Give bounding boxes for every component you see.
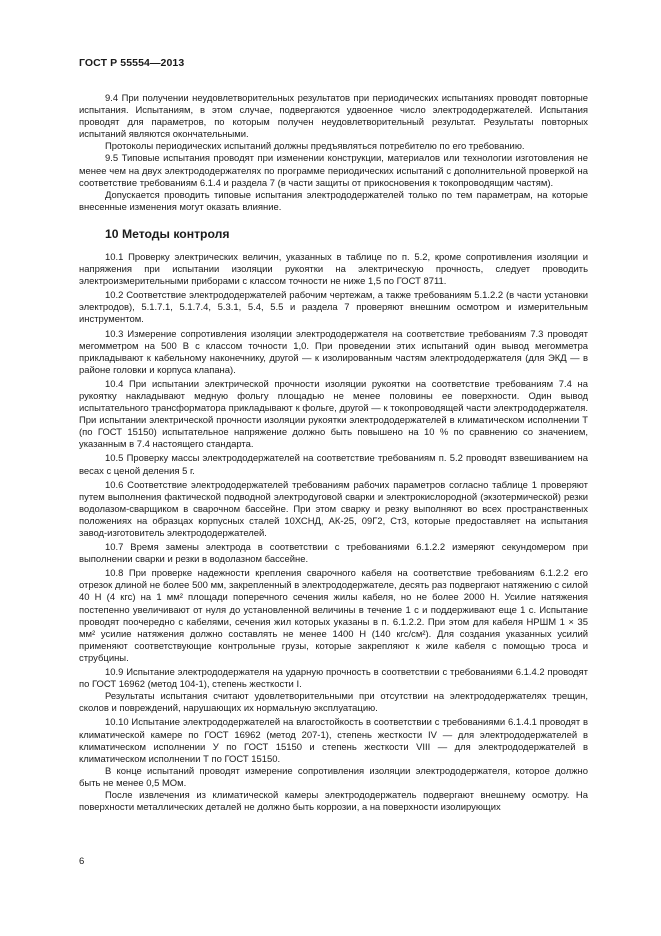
paragraph-9-4: 9.4 При получении неудовлетворительных результатов при периодических испытаниях проводят повторные испытания. Испытаниям, в этом случае, подвергаются удвоенное число электрододержателей. Испытания проводят для параметров, по которым получен неудовлетворительный результат. Результаты повторных испытаний являются окончательными. <box>79 93 588 141</box>
paragraph-10-1: 10.1 Проверку электрических величин, указанных в таблице по п. 5.2, кроме сопротивления изоляции и напряжения при испытании изоляции рукоятки на электрическую прочность, следует проводить электроизмерительными приборами с классом точности не ниже 1,5 по ГОСТ 8711. <box>79 251 588 288</box>
paragraph-10-9: 10.9 Испытание электрододержателя на ударную прочность в соответствии с требованиями 6.1.4.2 проводят по ГОСТ 16962 (метод 104-1), степень жесткости I. <box>79 667 588 691</box>
paragraph-10-8: 10.8 При проверке надежности крепления сварочного кабеля на соответствие требованиям 6.1.2.2 его отрезок длиной не более 500 мм, закрепленный в электрододержателе, десять раз подвергают натяжению с силой 40 Н (4 кгс) на 1 мм² площади поперечного сечения жилы кабеля, но не более 2000 Н. Усилие натяжения постепенно увеличивают от нуля до установленной величины в течение 1 с и поддерживают еще 1 с. Испытание проводят поочередно с кабелями, сечения жил которых указаны в п. 6.1.2.2. При этом для кабеля НРШМ 1 × 35 мм² усилие натяжения должно составлять не менее 1400 Н (140 кгс/см²). Для создания указанных усилий применяют соответствующие контрольные грузы, которые закрепляют к жиле кабеля с помощью троса и струбцины. <box>79 568 588 664</box>
paragraph-10-3: 10.3 Измерение сопротивления изоляции электрододержателя на соответствие требованиям 7.3 проводят мегомметром на 500 В с классом точности 1,0. При проведении этих испытаний один вывод мегомметра прикладывают к кабельному наконечнику, другой — к изолированным частям электрододержателя (для ЭКД — в районе головки и корпуса клапана). <box>79 328 588 376</box>
paragraph-10-10-insulation: В конце испытаний проводят измерение сопротивления изоляции электрододержателя, которое должно быть не менее 0,5 МОм. <box>79 765 588 789</box>
section-title: 10 Методы контроля <box>105 226 230 241</box>
paragraph-10-2: 10.2 Соответствие электрододержателей рабочим чертежам, а также требованиям 5.1.2.2 (в части установки электродов), 5.1.7.1, 5.1.7.4, 5.3.1, 5.4, 5.5 и раздела 7 проверяют внешним осмотром и измерительным инструментом. <box>79 290 588 326</box>
paragraph-10-9-results: Результаты испытания считают удовлетворительными при отсутствии на электрододержателях трещин, сколов и повреждений, нарушающих их нормальную эксплуатацию. <box>79 691 588 715</box>
paragraph-type-tests-note: Допускается проводить типовые испытания электрододержателей только по тем параметрам, на которые внесенные изменения могут оказать влияние. <box>79 189 588 213</box>
paragraph-10-6: 10.6 Соответствие электрододержателей требованиям рабочих параметров согласно таблице 1 проверяют путем выполнения фактической подводной электродуговой сварки и электрокислородной (экзотермической) резки водолазом-сварщиком в сварочном бассейне. При этом сварку и резку выполняют во всех пространственных положениях на образцах корпусных сталей 10ХСНД, АК-25, 09Г2, Ст3, которые предоставляет на испытания завод-изготовитель электрододержателей. <box>79 479 588 539</box>
paragraph-10-10: 10.10 Испытание электрододержателей на влагостойкость в соответствии с требованиями 6.1.4.1 проводят в климатической камере по ГОСТ 16962 (метод 207-1), степень жесткости IV — для электрододержателей в климатическом исполнении У по ГОСТ 15150 и степень жесткости VIII — для электрододержателей в климатическом исполнении Т по ГОСТ 15150. <box>79 717 588 765</box>
document-header-code: ГОСТ Р 55554—2013 <box>79 57 185 69</box>
paragraph-10-7: 10.7 Время замены электрода в соответствии с требованиями 6.1.2.2 измеряют секундомером при выполнении сварки и резки в водолазном бассейне. <box>79 542 588 566</box>
document-body <box>79 93 588 814</box>
paragraph-10-4: 10.4 При испытании электрической прочности изоляции рукоятки на соответствие требованиям 7.4 на рукоятку накладывают медную фольгу площадью не менее половины ее поверхности. Один вывод испытательного трансформатора прикладывают к фольге, другой — к токопроводящей части электрододержателя. При испытании электрической прочности изоляции рукоятки электрододержателей в климатическом исполнении Т (по ГОСТ 15150) испытательное напряжение должно быть повышено на 10 % по сравнению со значением, указанным в 7.4 настоящего стандарта. <box>79 378 588 451</box>
page-number: 6 <box>79 856 85 867</box>
paragraph-protocols: Протоколы периодических испытаний должны предъявляться потребителю по его требованию. <box>105 141 525 153</box>
paragraph-10-5: 10.5 Проверку массы электрододержателей на соответствие требованиям п. 5.2 проводят взвешиванием на весах с ценой деления 5 г. <box>79 453 588 477</box>
paragraph-10-10-inspection: После извлечения из климатической камеры электрододержатель подвергают внешнему осмотру. На поверхности металлических деталей не должно быть коррозии, а на поверхности изолирующих <box>79 789 588 814</box>
paragraph-9-5: 9.5 Типовые испытания проводят при изменении конструкции, материалов или технологии изготовления не менее чем на двух электрододержателях по программе периодических испытаний с дополнительной проверкой на соответствие требованиям 6.1.4 и раздела 7 (в части защиты от прикосновения к токопроводящим частям). <box>79 153 588 189</box>
